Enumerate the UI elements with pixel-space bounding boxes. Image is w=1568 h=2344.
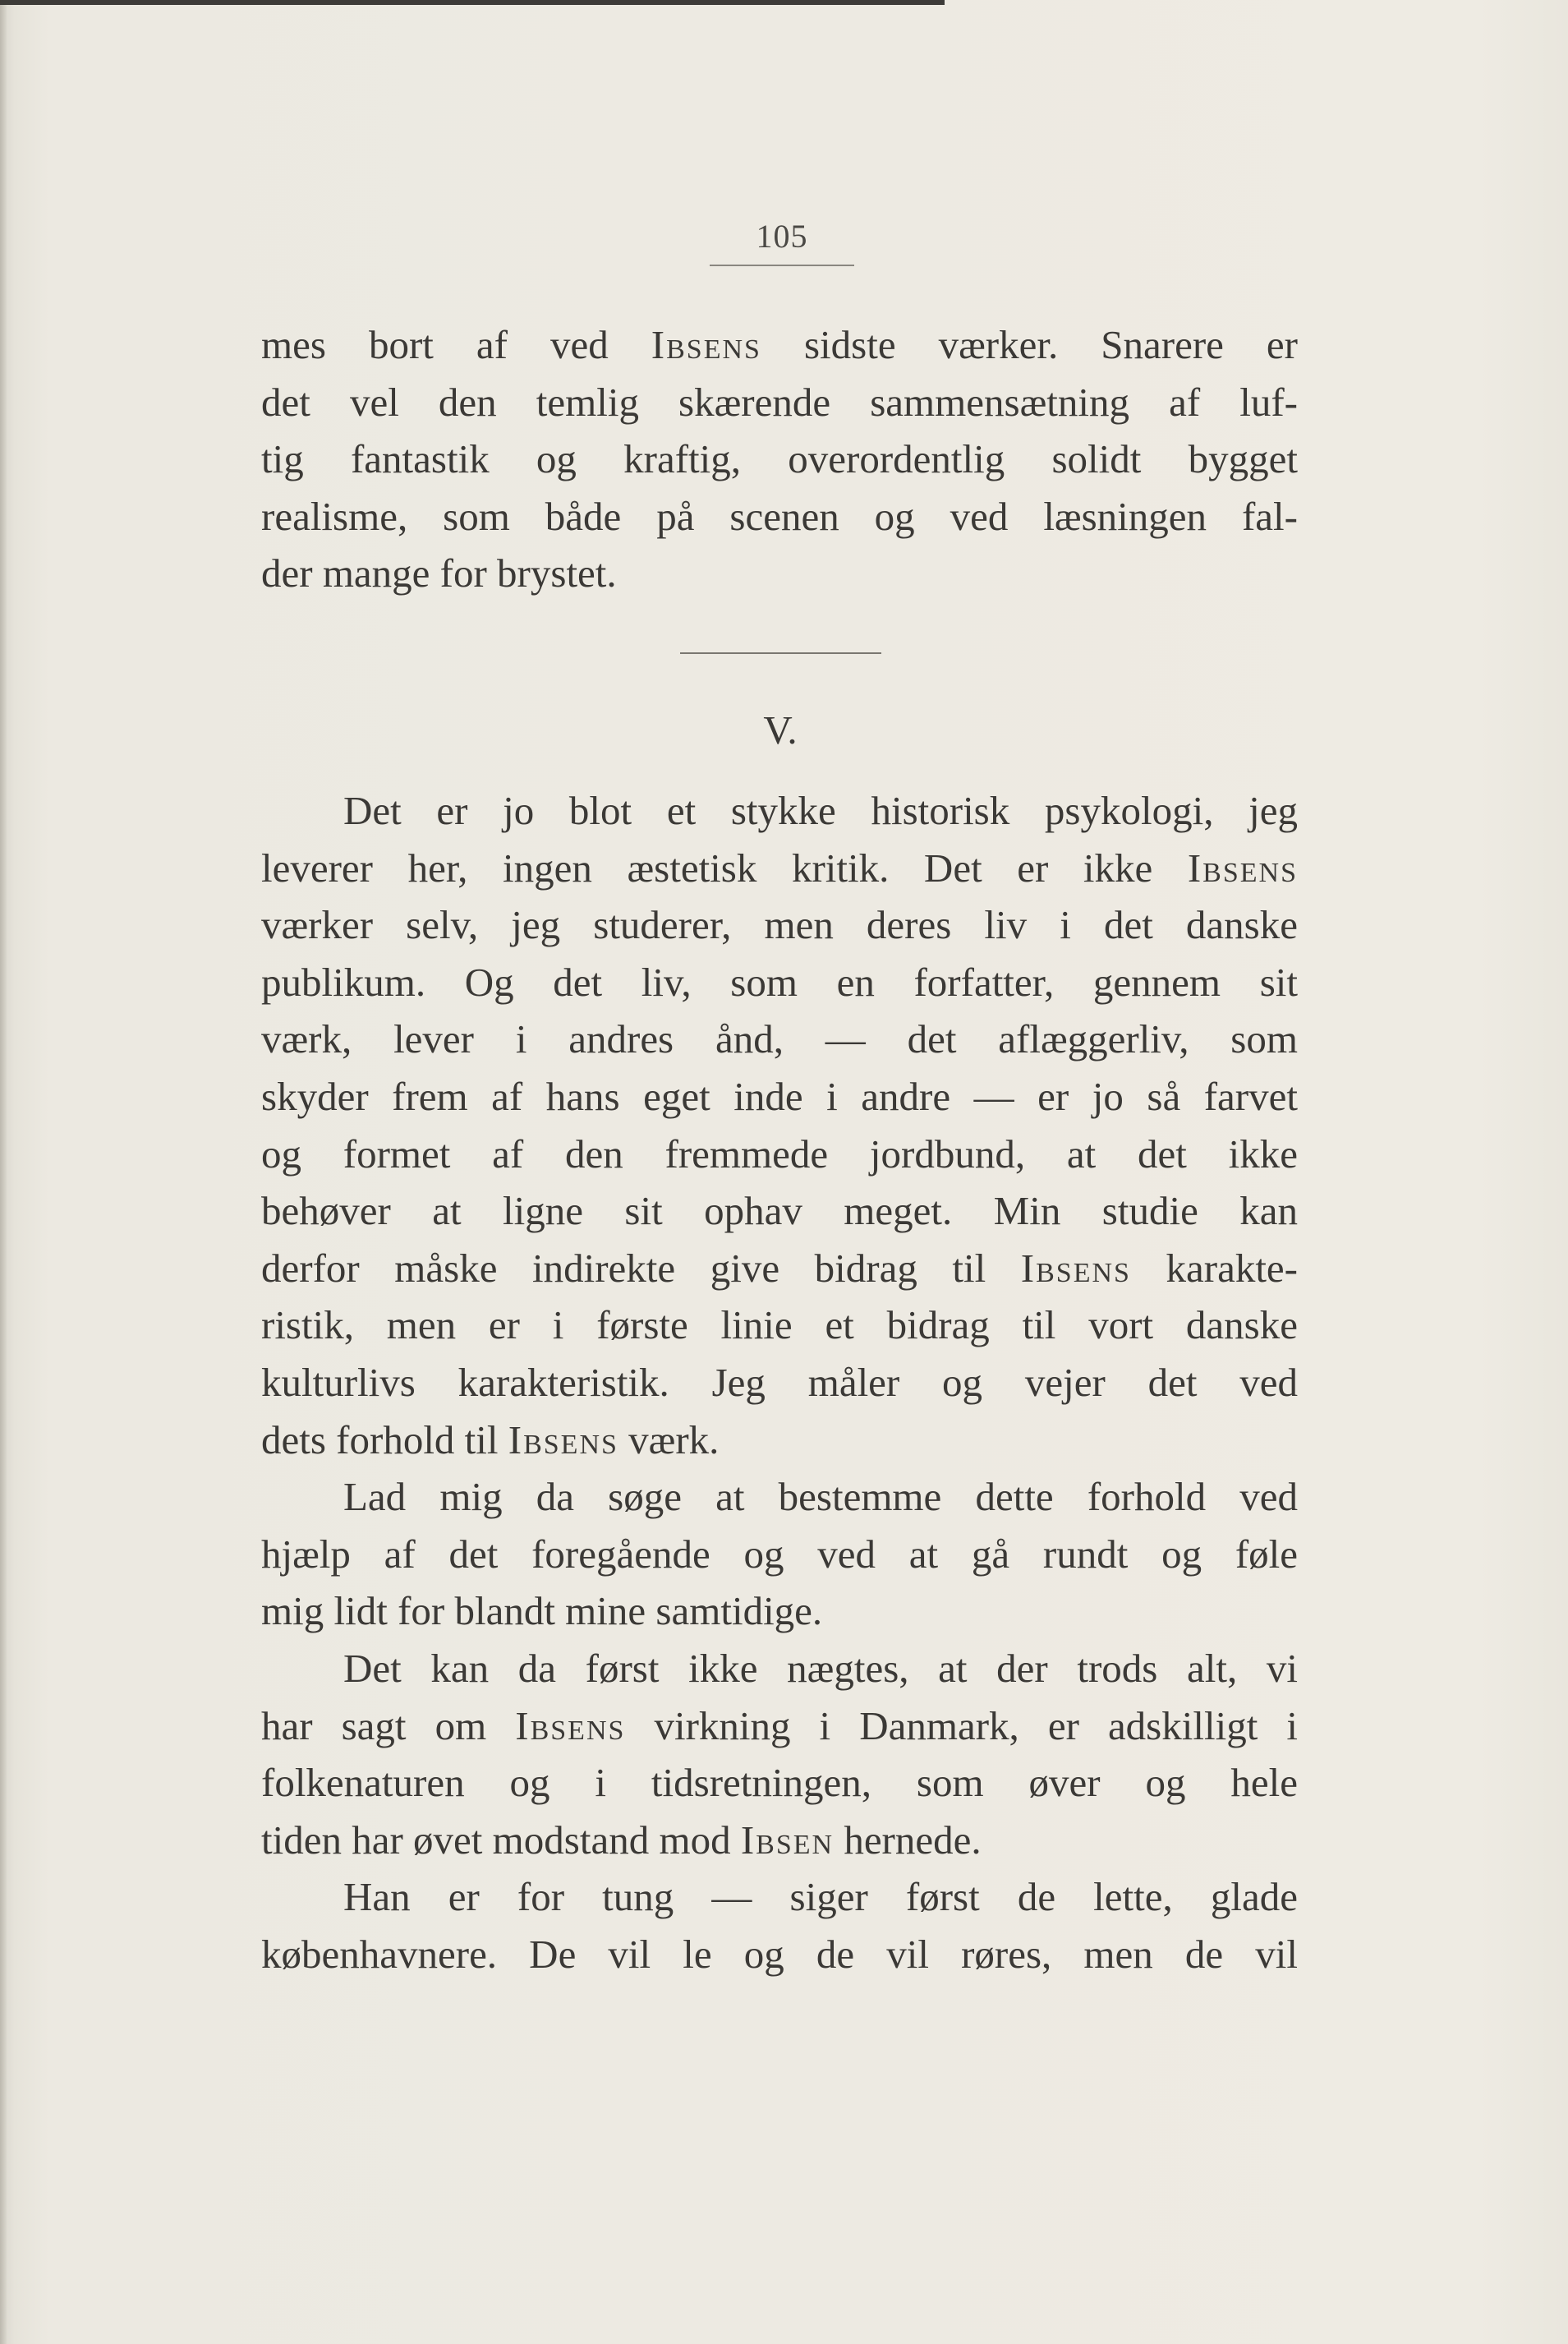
author-name-smallcaps: Ibsens	[1187, 845, 1298, 891]
text-line: publikum. Og det liv, som en forfatter, gennem sit	[261, 959, 1298, 1005]
text-line: realisme, som både på scenen og ved læsningen fal-	[261, 493, 1298, 539]
text-line: københavnere. De vil le og de vil røres, men de vil	[261, 1931, 1298, 1977]
text-line: derfor måske indirekte give bidrag til Ibsens karakte-	[261, 1245, 1298, 1291]
author-name-smallcaps: Ibsens	[515, 1702, 626, 1748]
author-name-smallcaps: Ibsens	[508, 1416, 618, 1462]
page-number-underline	[710, 265, 854, 266]
text-line: folkenaturen og i tidsretningen, som øver og hele	[261, 1760, 1298, 1806]
text-line: skyder frem af hans eget inde i andre — er jo så farvet	[261, 1073, 1298, 1119]
text-line: Han er for tung — siger først de lette, glade	[343, 1874, 1298, 1920]
text-line: behøver at ligne sit ophav meget. Min studie kan	[261, 1188, 1298, 1234]
author-name-smallcaps: Ibsen	[740, 1817, 835, 1863]
page-number: 105	[756, 218, 808, 255]
text-line: har sagt om Ibsens virkning i Danmark, er adskilligt i	[261, 1702, 1298, 1748]
text-line: hjælp af det foregående og ved at gå rundt og føle	[261, 1531, 1298, 1577]
scan-top-border	[0, 0, 945, 5]
text-line: det vel den temlig skærende sammensætning af luf-	[261, 379, 1298, 425]
paragraph-continued	[261, 316, 1298, 602]
text-line: tiden har øvet modstand mod Ibsen hernede.	[261, 1817, 982, 1863]
text-line: mes bort af ved Ibsens sidste værker. Snarere er	[261, 322, 1298, 367]
text-line: dets forhold til Ibsens værk.	[261, 1416, 720, 1462]
text-line: værker selv, jeg studerer, men deres liv i det danske	[261, 902, 1298, 948]
text-line: værk, lever i andres ånd, — det aflæggerliv, som	[261, 1016, 1298, 1062]
text-line: mig lidt for blandt mine samtidige.	[261, 1588, 823, 1634]
section-heading: V.	[763, 707, 798, 753]
text-line: Det kan da først ikke nægtes, at der trods alt, vi	[343, 1645, 1298, 1691]
text-line: og formet af den fremmede jordbund, at det ikke	[261, 1131, 1298, 1177]
text-line: ristik, men er i første linie et bidrag til vort danske	[261, 1302, 1298, 1348]
text-line: Lad mig da søge at bestemme dette forhold ved	[343, 1474, 1298, 1520]
author-name-smallcaps: Ibsens	[1020, 1245, 1131, 1291]
section-body	[261, 782, 1298, 1982]
author-name-smallcaps: Ibsens	[651, 322, 761, 367]
section-divider	[680, 652, 881, 654]
text-line: kulturlivs karakteristik. Jeg måler og vejer det ved	[261, 1359, 1298, 1405]
text-line: leverer her, ingen æstetisk kritik. Det er ikke Ibsens	[261, 845, 1298, 891]
text-line: der mange for brystet.	[261, 550, 617, 596]
text-line: tig fantastik og kraftig, overordentlig solidt bygget	[261, 436, 1298, 482]
page-binding-edge	[0, 0, 7, 2344]
text-line: Det er jo blot et stykke historisk psykologi, jeg	[343, 788, 1298, 833]
